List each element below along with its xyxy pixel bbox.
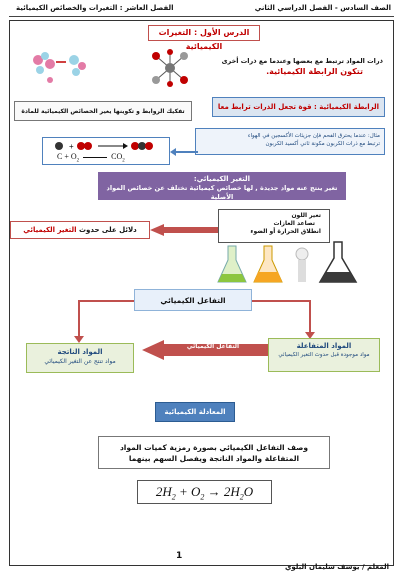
atoms-diagram — [53, 140, 163, 152]
carbon-equation — [57, 152, 125, 164]
connector-right-down — [309, 300, 311, 336]
evidence-label-highlight: التغير الكيميائي — [23, 226, 77, 234]
equation-description-box — [98, 436, 330, 469]
reaction-arrow — [83, 157, 107, 158]
reaction-arrow-label: التفاعل الكيميائي — [186, 343, 240, 350]
red-arrow-left — [150, 224, 220, 236]
bond-breaking-box — [14, 101, 192, 121]
formula-arrow: → — [207, 484, 221, 499]
water-subscript: 2 — [239, 492, 244, 502]
water-formula — [138, 481, 271, 502]
reactants-description: مواد موجودة قبل حدوث التغير الكيميائي — [278, 352, 370, 358]
crystal-structure-icon — [148, 48, 193, 88]
svg-text:+: + — [69, 142, 74, 151]
evidence-label — [11, 222, 149, 235]
reactants-title: المواد المتفاعلة — [296, 342, 352, 350]
blue-arrow — [170, 148, 200, 156]
evidence-list-box — [218, 209, 330, 243]
bond-definition-box — [212, 97, 385, 117]
chapter-header: الفصل العاشر : التغيرات والخصائص الكيميائية — [16, 4, 174, 12]
co2-subscript: 2 — [122, 158, 125, 164]
connector-left — [78, 300, 134, 302]
evidence-label-prefix: دلائل على حدوث — [76, 226, 137, 234]
reaction-title-box — [134, 289, 252, 311]
formula-plus: + — [178, 484, 188, 499]
example-line-1: مثال: عندما يحترق الفحم فإن جزيئات الأكسجين في الهواء — [247, 133, 380, 139]
grade-header: الصف السادس - الفصل الدراسي الثاني — [254, 4, 391, 12]
example-box — [195, 128, 385, 155]
evidence-item-color: تغير اللون — [291, 212, 321, 219]
lab-flasks-icon — [218, 240, 368, 288]
connector-right — [252, 300, 310, 302]
equation-description: وصف التفاعل الكيميائي بصورة رمزية كميات المواد المتفاعلة والمواد الناتجة ويفصل السهم بينهما — [119, 443, 309, 463]
plus-symbol: + — [64, 152, 69, 161]
reaction-title: التفاعل الكيميائي — [160, 296, 226, 305]
oxygen-term: O — [191, 484, 201, 499]
intro-line-1: ذرات المواد ترتبط مع بعضها وعندما مع ذرات أخرى — [221, 57, 383, 65]
intro-line-2: تتكون الرابطة الكيميائية. — [266, 67, 363, 76]
hydrogen-subscript: 2 — [171, 492, 176, 502]
oxygen-symbol: O — [70, 152, 77, 161]
products-description: مواد تنتج عن التغير الكيميائي — [44, 358, 116, 365]
teacher-name: المعلم / يوسف سليمان البلوي — [284, 563, 389, 571]
equation-title-box — [155, 402, 235, 422]
equation-title: المعادلة الكيميائية — [164, 408, 226, 416]
chemical-change-label: التغير الكيميائي: — [193, 175, 251, 183]
page-number: 1 — [176, 551, 183, 561]
lesson-title: الدرس الأول : التغيرات الكيميائية — [148, 25, 260, 41]
bond-breaking-text: تفكيك الروابط و تكوينها يغير الخصائص الكيميائية للمادة — [21, 108, 185, 115]
connector-left-down — [78, 300, 80, 340]
carbon-equation-box — [42, 137, 170, 165]
oxygen-term-subscript: 2 — [200, 492, 205, 502]
chemical-change-definition: تغير ينتج عنه مواد جديدة , لها خصائص كيميائية تختلف عن خصائص المواد الأصلية — [106, 184, 338, 201]
evidence-item-gas: تصاعد الغازات — [273, 220, 315, 227]
molecule-icon — [30, 48, 90, 88]
hydrogen-term: 2H — [155, 484, 172, 499]
products-box — [26, 343, 134, 373]
bond-definition-text: الرابطة الكيميائية : قوة تجعل الذرات ترابط معا — [217, 103, 380, 111]
water-term: 2H — [223, 484, 240, 499]
chemical-change-box — [98, 172, 346, 200]
oxygen-subscript: 2 — [76, 158, 80, 164]
water-formula-box — [137, 480, 272, 504]
example-line-2: ترتبط مع ذرات الكربون مكونة ثاني أكسيد الكربون — [265, 141, 380, 147]
carbon-symbol: C — [57, 152, 63, 161]
water-term-tail: O — [243, 484, 254, 499]
header-divider — [9, 16, 394, 17]
products-title: المواد الناتجة — [57, 348, 103, 356]
co2-symbol: CO — [111, 152, 123, 161]
evidence-label-box — [10, 221, 150, 239]
evidence-item-heat: انطلاق الحرارة أو الضوء — [250, 228, 321, 235]
reactants-box — [268, 338, 380, 372]
